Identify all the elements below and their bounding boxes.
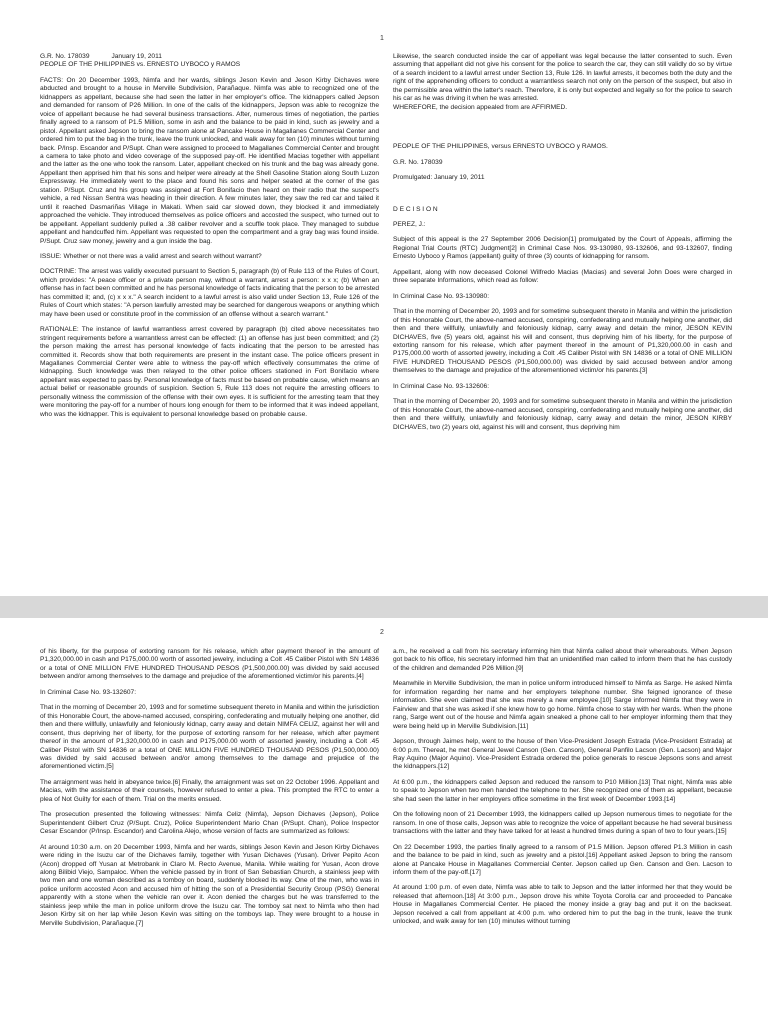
issue-paragraph: ISSUE: Whether or not there was a valid arrest and search without warrant? <box>40 252 262 260</box>
document-page-2 <box>0 618 768 1024</box>
case1-title: In Criminal Case No. 93-130980: <box>393 292 490 300</box>
case2-title: In Criminal Case No. 93-132606: <box>393 382 490 390</box>
rationale-paragraph: RATIONALE: The instance of lawful warrantless arrest covered by paragraph (b) cited above necessitates two stringent requirements before a warrantless arrest can be effected: (1) an offense has just been committed; and (2) the person making the arrest has personal knowledge of facts indicating that the person to be arrested has committed it. Records show that both requirements are present in the instant case. The police officers present in Magallanes Commercial Center were able to witness the pay-off which effectively consummates the crime of kidnapping. Such knowledge was then relayed to the other police officers stationed in Fort Bonifacio where appellant was expected to pass by. Personal knowledge of facts must be based on probable cause, which means an actual belief or reasonable grounds of suspicion. Section 5, Rule 113 does not require the arresting officers to personally witness the commission of the offense with their own eyes. It is sufficient for the arresting team that they were monitoring the pay-off for a number of hours long enough for them to be informed that it was indeed appellant, who was the kidnapper. This is equivalent to personal knowledge based on probable cause. <box>40 326 379 418</box>
facts-paragraph: FACTS: On 20 December 1993, Nimfa and her wards, siblings Jeson Kevin and Jeson Kirby Dichaves were abducted and brought to a house in Merville Subdivision, Parañaque. Nimfa was able to recognized one of the kidnappers as appellant, because she had seen the latter in her employer's office. The kidnappers called Jepson and demanded for ransom of P26 Million. In one of the calls of the kidnappers, Jepson was able to recognize the voice of appellant because he had several business transactions. After, numerous times of negotiation, the parties finally agreed to a ransom of P1.5 Million, some in ash and the balance to be paid in kind, such as jewelry and a pistol. Appellant asked Jepson to bring the ransom alone at Pancake House in Magallanes Commercial Center and ordered him to put the bag in the trunk, leave the trunk unlocked, and walk away for ten (10) minutes without turning back. P/Insp. Escandor and P/Supt. Chan were assigned to proceed to Magallanes Commercial Center and brought a camera to take photo and video coverage of the supposed pay-off. He identified Macias together with appellant and the latter as the one who took the ransom. Later, appellant checked on his trunk and the bag was already gone. Appellant then apprised him that his sons and helper were already at the Shell Gasoline Station along South Luzon Expressway. He immediately went to the place and found his sons and helper seated at the corner of the gas station. P/Supt. Cruz and his group was assigned at Fort Bonifacio then heard on their radio that the suspect's vehicle, a red Nissan Sentra was heading in their direction. A few minutes later, they saw the red car and tailed it until it reached Dasmariñas Village in Makati. When said car slowed down, they blocked it and immediately approached the vehicle. They introduced themselves as police officers and accosted the suspect, who turned out to be appellant. Appellant suddenly pulled a .38 caliber revolver and a scuffle took place. They managed to subdue appellant and handcuffed him. Appellant was requested to open the compartment and a gray bag was found inside. P/Supt. Cruz saw money, jewelry and a gun inside the bag. <box>40 76 379 245</box>
case-header-grno: G.R. No. 178039 January 19, 2011 <box>40 53 162 60</box>
case3-body: That in the morning of December 20, 1993 and for sometime subsequent thereto in Manila and within the jurisdiction of this Honorable Court, the above-named accused, conspiring, confederating and mutually helping one another, did then and there willfully, unlawfully and feloniously kidnap, carry away and detain NIMFA CELIZ, against her will and consent, thus depriving her of liberty, for the purpose of extorting ransom for her release, which after payment thereof in the amount of P1,320,000.00 in cash and P175,000.00 worth of assorted jewelry, including a Colt .45 Caliber Pistol with SN 14836 or a total of ONE MILLION FIVE HUNDRED THOUSAND PESOS (P1,500,000.00) was divided by said accused between and/or among themselves to the damage and prejudice of the aforementioned victim.[5] <box>40 704 379 771</box>
merville-paragraph: Meanwhile in Merville Subdivision, the man in police uniform introduced himself to Nimfa as Sarge. He asked Nimfa for information regarding her name and her employers telephone number. She feigned ignorance of these information. She even claimed that she was merely a new employee.[10] Sarge informed Nimfa that they were in Fairview and that she was asked if she knew how to go home. Nimfa chose to stay with her wards. When the phone rang, Sarge went out of the house and Nimfa again sneaked a phone call to her employer informing them that they were being held up in Merville Subdivision.[11] <box>393 680 732 730</box>
case3-title: In Criminal Case No. 93-132607: <box>40 688 137 696</box>
page-number: 2 <box>380 629 384 636</box>
right-column <box>393 53 732 439</box>
case-caption: PEOPLE OF THE PHILIPPINES, versus ERNESTO UYBOCO y RAMOS. <box>393 143 608 151</box>
case1-body: That in the morning of December 20, 1993 and for sometime subsequent thereto in Manila and within the jurisdiction of this Honorable Court, the above-named accused, conspiring, confederating and mutually helping one another, did then and there willfully, unlawfully and feloniously kidnap, carry away and detain the minor, JESON KEVIN DICHAVES, five (5) years old, against his will and consent, thus depriving him of his liberty, for the purpose of extorting ransom for his release, which after payment thereof in the amount of P1,320,000.00 in cash and P175,000.00 worth of assorted jewelry, including a Colt .45 Caliber Pistol with SN 14836 or a total of ONE MILLION FIVE HUNDRED THOUSAND PESOS (P1,500,000.00) was divided by said accused between and/or among themselves to the damage and prejudice of the aforementioned victim/or his parents.[3] <box>393 308 732 375</box>
case2-body: That in the morning of December 20, 1993 and for sometime subsequent thereto in Manila and within the jurisdiction of this Honorable Court, the above-named accused, conspiring, confederating and mutually helping one another, did then and there willfully, unlawfully and feloniously kidnap, carry away and detain the minor, JESON KIRBY DICHAVES, two (2) years old, against his will and consent, thus depriving him <box>393 398 732 431</box>
page-separator <box>0 596 768 618</box>
right-column <box>393 648 732 934</box>
ransom-agreed-paragraph: On 22 December 1993, the parties finally agreed to a ransom of P1.5 Million. Jepson offered P1.3 Million in cash and the balance to be paid in kind, such as jewelry and a pistol.[16] Appellant asked Jepson to bring the ransom alone at Pancake House in Magallanes Commercial Center. Jepson called up Gen. Canson and Gen. Lacson to inform them of the pay-off.[17] <box>393 843 732 876</box>
prosecution-paragraph: The prosecution presented the following witnesses: Nimfa Celiz (Nimfa), Jepson Dichaves (Jepson), Police Superintendent Gilbert Cruz (P/Supt. Cruz), Police Superintendent Mario Chan (P/Supt. Chan), Police Inspector Cesar Escandor (P/Insp. Escandor) and Carolina Alejo, whose version of facts are summarized as follows: <box>40 811 379 836</box>
gr-number: G.R. No. 178039 <box>393 158 443 166</box>
ransom-reduced-paragraph: At 6:00 p.m., the kidnappers called Jepson and reduced the ransom to P10 Million.[13] That night, Nimfa was able to speak to Jepson when two men handed the telephone to her. She recognized one of them as appellant, because she had seen the latter in her employers office sometime in the first week of December 1993.[14] <box>393 778 732 803</box>
decision-heading: D E C I S I O N <box>393 205 438 213</box>
appellant-paragraph: Appellant, along with now deceased Colonel Wilfredo Macias (Macias) and several John Does were charged in three separate Informations, which read as follow: <box>393 268 732 285</box>
arraignment-paragraph: The arraignment was held in abeyance twice.[6] Finally, the arraignment was set on 22 October 1996. Appellant and Macias, with the assistance of their counsels, however refused to enter a plea. This prompted the RTC to enter a plea of Not Guilty for each of them. Trial on the merits ensued. <box>40 778 379 803</box>
doctrine-paragraph: DOCTRINE: The arrest was validly executed pursuant to Section 5, paragraph (b) of Rule 113 of the Rules of Court, which provides: "A peace officer or a private person may, without a warrant, arrest a person: x x x; (b) When an offense has in fact been committed and he has personal knowledge of facts indicating that the person to be arrested has committed it; and, (c) x x x." A search incident to a lawful arrest is also valid under Section 13, Rule 126 of the Rules of Court which states: "A person lawfully arrested may be searched for dangerous weapons or anything which may have been used or constitute proof in the commission of an offense without a search warrant." <box>40 268 379 318</box>
estrada-paragraph: Jepson, through Jaimes help, went to the house of then Vice-President Joseph Estrada (Vice-President Estrada) at 6:00 p.m. Thereat, he met General Jewel Canson (Gen. Canson), General Panfilo Lacson (Gen. Lacson) and Major Ray Aquino (Major Aquino). Vice-President Estrada ordered the police generals to rescue Jepsons sons and arrest the kidnappers.[12] <box>393 738 732 771</box>
left-column <box>40 648 379 935</box>
search-paragraph: Likewise, the search conducted inside the car of appellant was legal because the latter consented to such. Even assuming that appellant did not give his consent for the police to search the car, they can still validly do so by virtue of a search incident to a lawful arrest under Section 13, Rule 126. In lawful arrests, it becomes both the duty and the right of the apprehending officers to conduct a warrantless search not only on the person of the suspect, but also in the permissible area within the latter's reach. Therefore, it is only but expected and legally so for the police to search his car as he was driving it when he was arrested. <box>393 53 732 103</box>
wherefore-paragraph: WHEREFORE, the decision appealed from are AFFIRMED. <box>393 103 568 111</box>
call-paragraph: a.m., he received a call from his secretary informing him that Nimfa called about their whereabouts. When Jepson got back to his office, his secretary informed him that an unidentified man called to inform them that he has custody of the children and demanded P26 Million.[9] <box>393 648 732 672</box>
left-column <box>40 53 379 426</box>
case-header-title: PEOPLE OF THE PHILIPPINES vs. ERNESTO UYBOCO y RAMOS <box>40 61 241 69</box>
abduction-paragraph: At around 10:30 a.m. on 20 December 1993, Nimfa and her wards, siblings Jeson Kevin and Jeson Kirby Dichaves were riding in the Isuzu car of the Dichaves family, together with Yusan Dichaves (Yusan). Driver Pepito Acon (Acon) dropped off Yusan at Metrobank in Claro M. Recto Avenue, Manila. While waiting for Yusan, Acon drove along Bilibid Viejo, Sampaloc. When the vehicle passed by in front of San Sebastian Church, a stainless jeep with two men and one woman described as a tomboy on board, suddenly blocked its way. One of the men, who was in police uniform accosted Acon and accused him of hitting the son of a Presidential Security Group (PSG) General apparently with a stone when the vehicle ran over it. Acon denied the charges but he was transferred to the stainless jeep while the man in police uniform drove the Isuzu car. The tomboy sat next to Nimfa who then had Jeson Kirby sit on her lap while Jeson Kevin was sitting on the tomboys lap. They were brought to a house in Merville Subdivision, Parañaque.[7] <box>40 843 379 927</box>
ponente: PEREZ, J.: <box>393 220 426 228</box>
payoff-paragraph: At around 1:00 p.m. of even date, Nimfa was able to talk to Jepson and the latter informed her that they would be released that afternoon.[18] At 3:00 p.m., Jepson drove his white Toyota Corolla car and proceeded to Pancake House in Magallanes Commercial Center. He placed the money inside a gray bag and put it on the backseat. Jepson received a call from appellant at 4:00 p.m. who ordered him to put the bag in the trunk, leave the trunk unlocked, and walk away for ten (10) minutes without turning <box>393 884 732 926</box>
case2-continuation: of his liberty, for the purpose of extorting ransom for his release, which after payment thereof in the amount of P1,320,000.00 in cash and P175,000.00 worth of assorted jewelry, including a Colt .45 Caliber Pistol with SN 14836 or a total of ONE MILLION FIVE HUNDRED THOUSAND PESOS (P1,500,000.00) was divided by said accused between and/or among themselves to the damage and prejudice of the aforementioned victim/or his parents.[4] <box>40 648 379 681</box>
promulgated-date: Promulgated: January 19, 2011 <box>393 174 485 182</box>
page-number: 1 <box>380 35 384 42</box>
subject-paragraph: Subject of this appeal is the 27 September 2006 Decision[1] promulgated by the Court of Appeals, affirming the Regional Trial Courts (RTC) Judgment[2] in Criminal Case Nos. 93-130980, 93-132606, and 93-132607, finding Ernesto Uyboco y Ramos (appellant) guilty of three (3) counts of kidnapping for ransom. <box>393 236 732 261</box>
negotiation-paragraph: On the following noon of 21 December 1993, the kidnappers called up Jepson numerous times to negotiate for the ransom. In one of those calls, Jepson was able to recognize the voice of appellant because he had several business transactions with the latter and they have talked for at least a hundred times during a span of two to four years.[15] <box>393 811 732 836</box>
